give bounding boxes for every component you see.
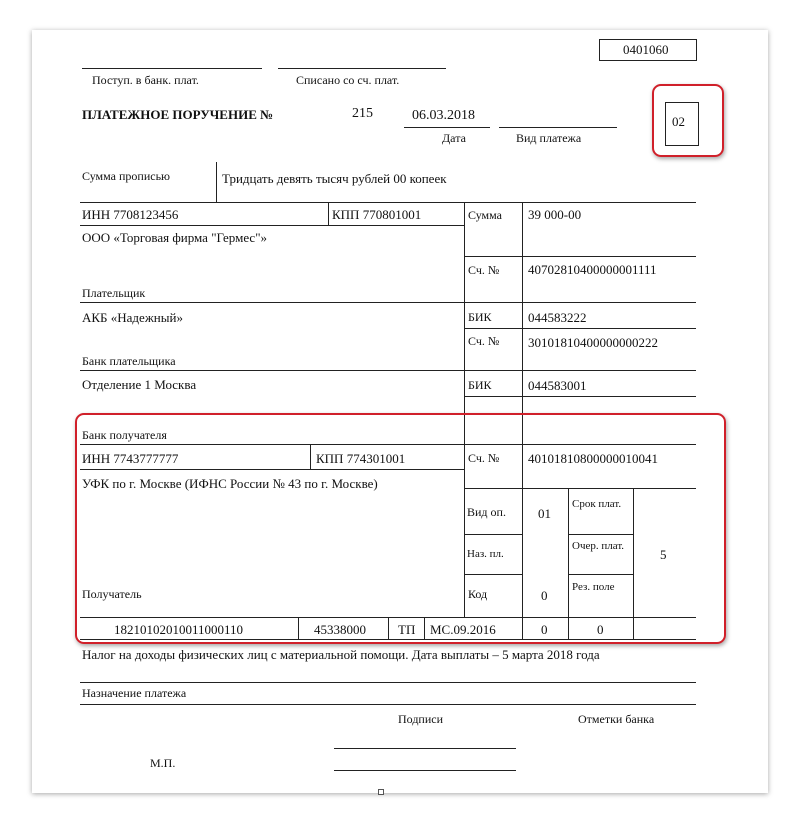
tax-basis: ТП	[398, 622, 416, 637]
purpose-label-line	[80, 704, 696, 705]
tax-period: МС.09.2016	[430, 622, 496, 637]
payee-bank-bik-line	[464, 396, 696, 397]
signature-line-1	[334, 748, 516, 749]
payer-name: ООО «Торговая фирма "Гермес"»	[82, 230, 267, 245]
payee-bank-bik-label: БИК	[468, 378, 492, 392]
payee-section-highlight	[75, 413, 726, 644]
order-number: 215	[352, 106, 373, 121]
signatures-label: Подписи	[398, 712, 444, 726]
payer-inn-line	[80, 225, 464, 226]
tax-doc-date: 0	[597, 622, 604, 637]
payment-purpose-text-value: Налог на доходы физических лиц с материальной помощи. Дата выплаты – 5 марта 2018 года	[82, 647, 600, 662]
payee-bank-name: Отделение 1 Москва	[82, 377, 197, 392]
amount-in-words: Тридцать девять тысяч рублей 00 копеек	[222, 171, 447, 186]
payer-label: Плательщик	[82, 286, 146, 300]
purpose-label: Назначение платежа	[82, 686, 187, 700]
payer-bank-bik-line	[464, 328, 696, 329]
payee-bank-bik: 044583001	[528, 378, 587, 393]
payer-account-label: Сч. №	[468, 263, 500, 277]
payment-order-title: ПЛАТЕЖНОЕ ПОРУЧЕНИЕ №	[82, 107, 274, 122]
payee-account-label: Сч. №	[468, 451, 500, 465]
payer-account: 40702810400000001111	[528, 262, 657, 277]
bank-marks-label: Отметки банка	[578, 712, 655, 726]
op-type-label: Вид оп.	[467, 505, 506, 519]
payer-bank-bik-label: БИК	[468, 310, 492, 324]
resize-handle[interactable]	[378, 789, 384, 795]
payer-bank-bik: 044583222	[528, 310, 587, 325]
oktmo-code: 45338000	[314, 622, 366, 637]
stamp-label: М.П.	[150, 756, 176, 770]
payment-order-page	[32, 30, 768, 793]
op-type-value: 01	[538, 506, 551, 521]
payee-kpp: КПП 774301001	[316, 451, 406, 466]
payer-bank-name: АКБ «Надежный»	[82, 310, 183, 325]
amount-words-divider	[216, 162, 217, 202]
form-code: 0401060	[623, 42, 669, 57]
payer-bank-label: Банк плательщика	[82, 354, 176, 368]
debited-date-line	[278, 68, 446, 69]
payer-inn: ИНН 7708123456	[82, 207, 179, 222]
received-in-bank-label: Поступ. в банк. плат.	[92, 73, 199, 87]
purpose-text-line	[80, 682, 696, 683]
pay-term-label-text: Срок плат.	[572, 498, 622, 510]
payment-purpose-text	[82, 647, 672, 662]
amount-words-label	[82, 170, 182, 183]
payer-bank-account-label: Сч. №	[468, 334, 500, 348]
payment-type-label: Вид платежа	[516, 131, 582, 145]
line-after-amount-words	[80, 202, 696, 203]
order-date-line	[404, 127, 490, 128]
amount-label: Сумма	[468, 208, 502, 222]
order-date: 06.03.2018	[412, 108, 475, 123]
purpose-code-label: Наз. пл.	[467, 548, 504, 560]
tax-doc-number: 0	[541, 622, 548, 637]
payee-label: Получатель	[82, 587, 142, 601]
payer-status-highlight	[652, 84, 724, 157]
reserve-field-label-text: Рез. поле	[572, 581, 615, 593]
payee-inn: ИНН 7743777777	[82, 451, 179, 466]
date-label: Дата	[442, 131, 466, 145]
priority-label-text: Очер. плат.	[572, 540, 625, 552]
kbk-code: 18210102010011000110	[114, 622, 244, 637]
payment-type-line	[499, 127, 617, 128]
code-value: 0	[541, 588, 548, 603]
payer-status: 02	[672, 114, 685, 129]
amount-row-line	[464, 256, 696, 257]
amount-value: 39 000-00	[528, 207, 582, 222]
payer-bank-section-line	[80, 370, 696, 371]
received-date-line	[82, 68, 262, 69]
payee-account: 40101810800000010041	[528, 451, 658, 466]
code-label: Код	[468, 587, 488, 601]
payer-inn-kpp-divider	[328, 202, 329, 225]
payee-bank-label: Банк получателя	[82, 428, 167, 442]
payer-bank-corr-account: 30101810400000000222	[528, 335, 658, 350]
amount-words-label-text: Сумма прописью	[82, 169, 171, 183]
debited-from-account-label: Списано со сч. плат.	[296, 73, 400, 87]
signature-line-2	[334, 770, 516, 771]
payer-kpp: КПП 770801001	[332, 207, 422, 222]
priority-value: 5	[660, 547, 667, 562]
payer-section-line	[80, 302, 696, 303]
payee-name: УФК по г. Москве (ИФНС России № 43 по г. Москве)	[82, 476, 378, 491]
